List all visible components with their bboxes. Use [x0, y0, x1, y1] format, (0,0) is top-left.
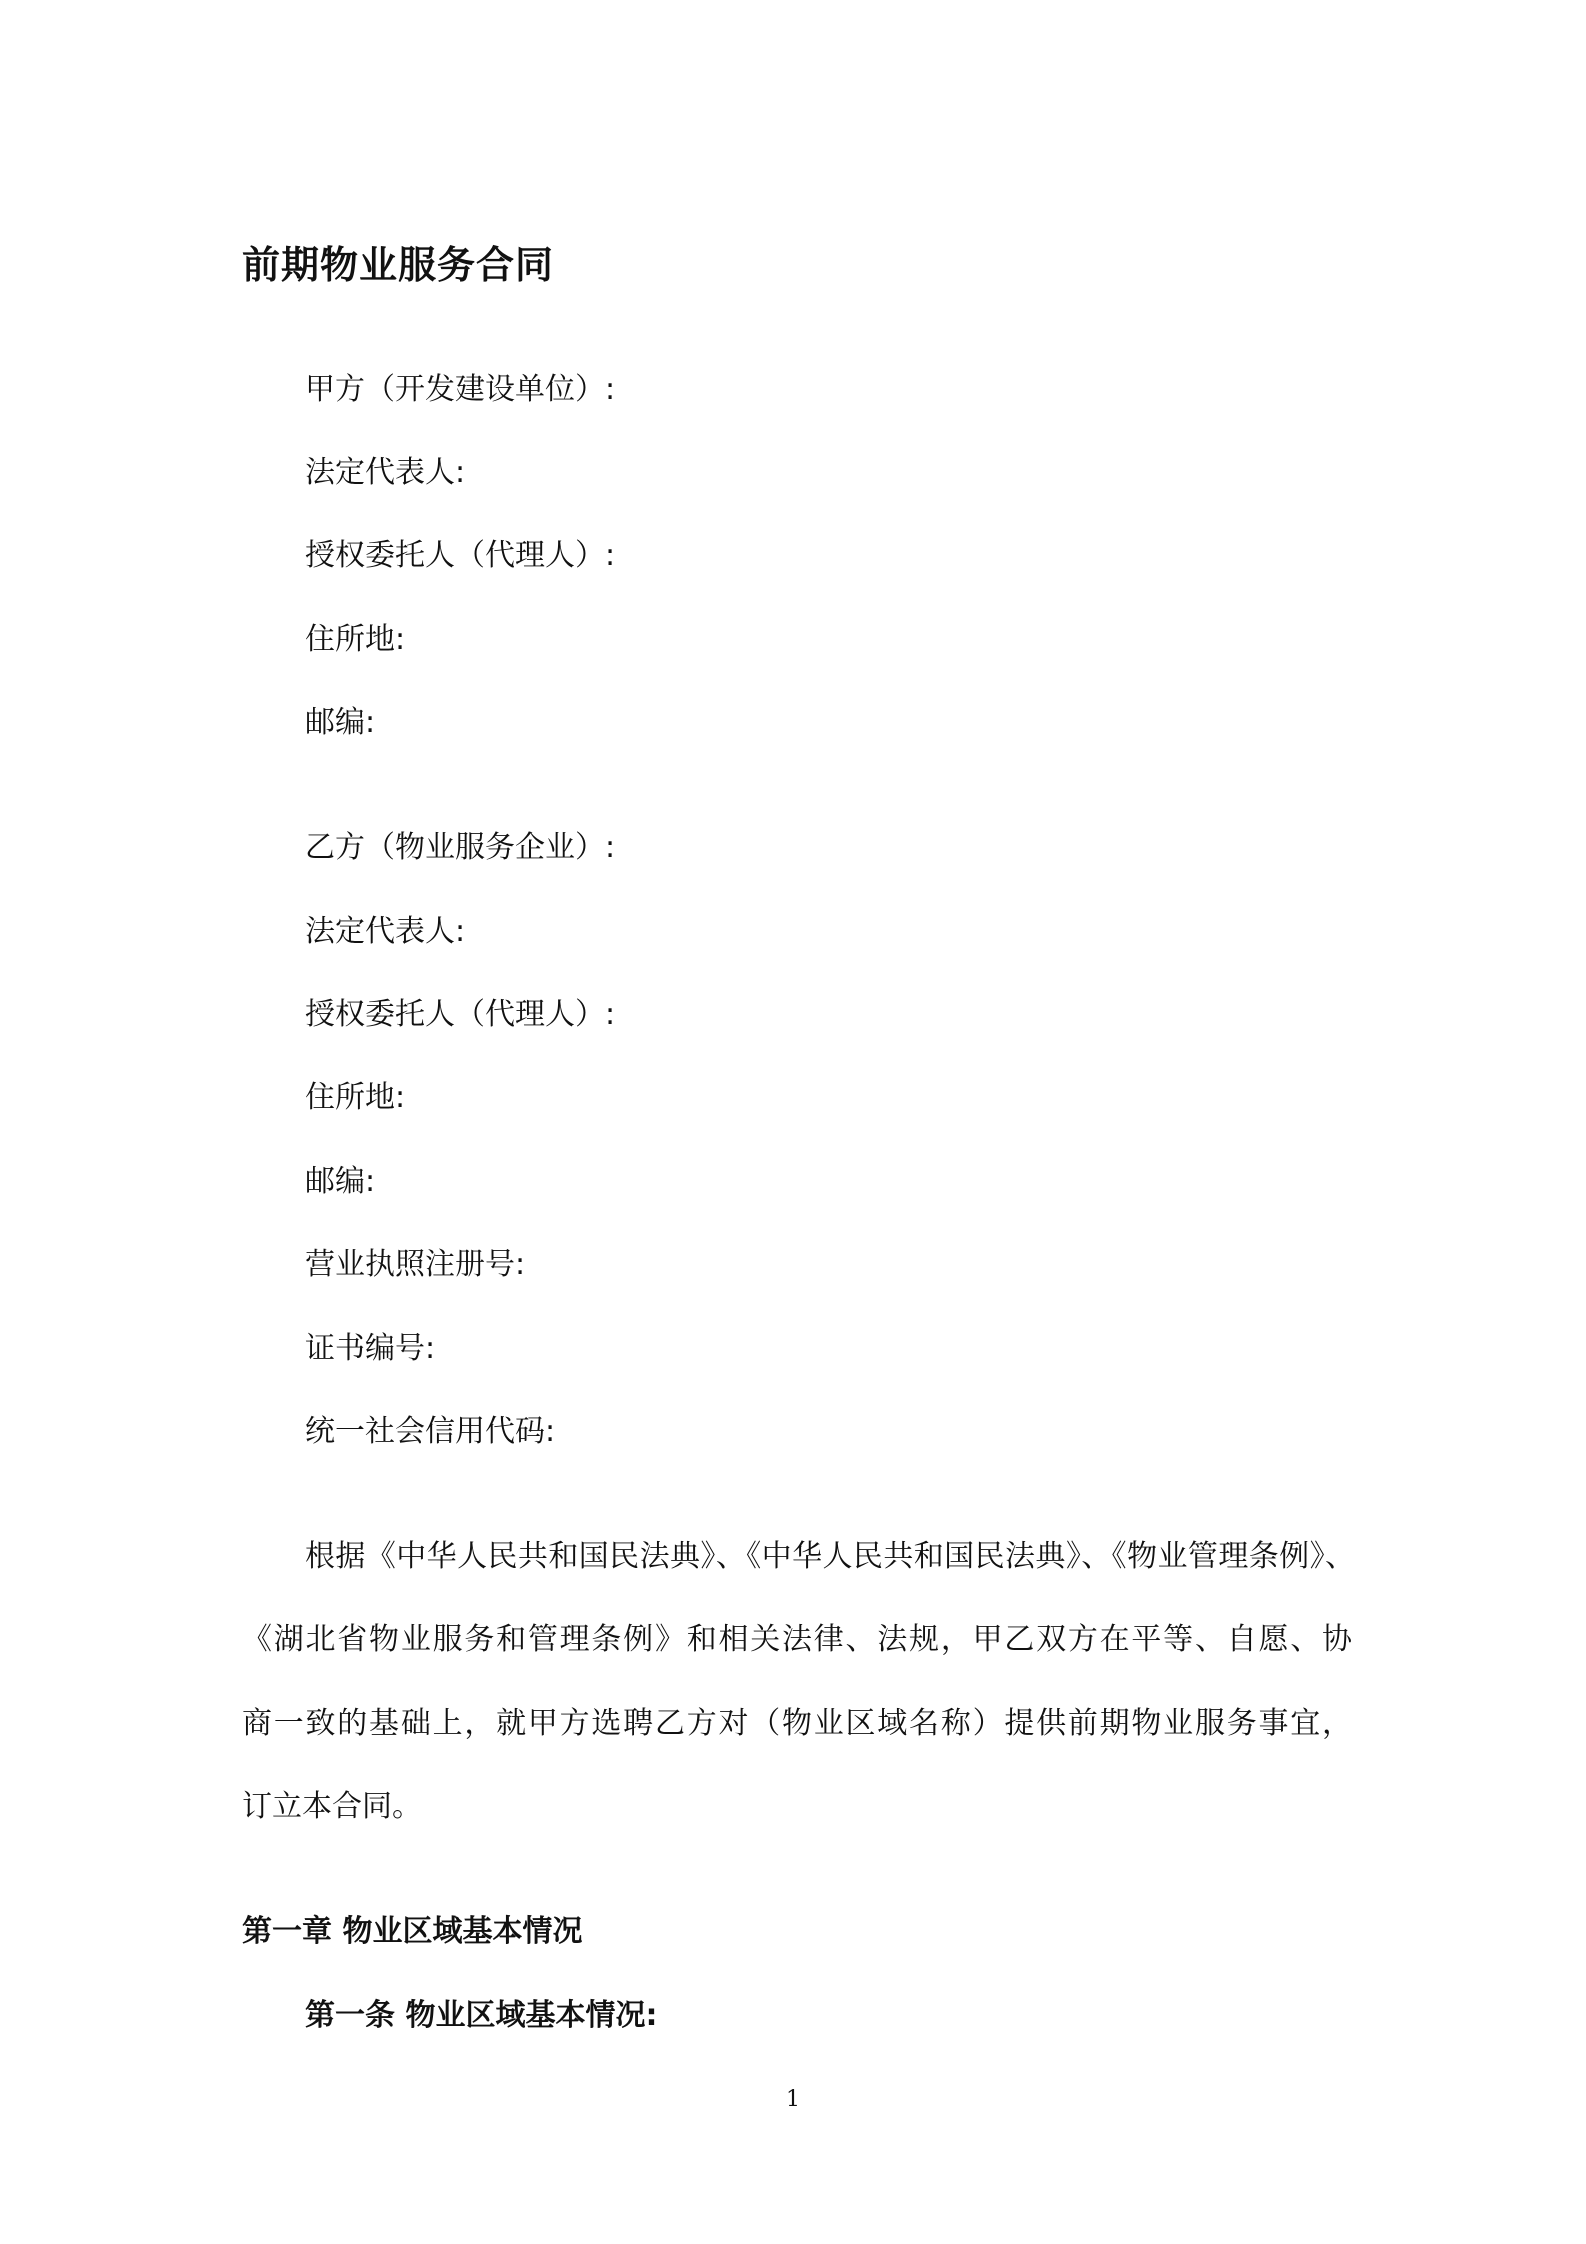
party-b-address-label: 住所地:: [305, 1080, 406, 1115]
preamble-line-2: 《湖北省物业服务和管理条例》和相关法律、法规，甲乙双方在平等、自愿、协: [242, 1622, 1352, 1657]
document-title: 前期物业服务合同: [242, 243, 555, 287]
article-1-heading: 第一条 物业区域基本情况:: [305, 1998, 658, 2033]
party-b-agent-label: 授权委托人（代理人）:: [305, 997, 616, 1032]
party-b-legal-rep-label: 法定代表人:: [305, 914, 466, 949]
party-b-license-label: 营业执照注册号:: [305, 1247, 526, 1282]
page-number: 1: [786, 2087, 800, 2112]
party-b-name-label: 乙方（物业服务企业）:: [305, 830, 616, 865]
preamble-line-1: 根据《中华人民共和国民法典》、《中华人民共和国民法典》、《物业管理条例》、: [305, 1539, 1355, 1574]
party-b-credit-code-label: 统一社会信用代码:: [305, 1414, 556, 1449]
party-a-agent-label: 授权委托人（代理人）:: [305, 538, 616, 573]
party-a-name-label: 甲方（开发建设单位）:: [305, 372, 616, 407]
chapter-1-heading: 第一章 物业区域基本情况: [242, 1914, 583, 1949]
party-a-postcode-label: 邮编:: [305, 705, 376, 740]
party-a-address-label: 住所地:: [305, 622, 406, 657]
preamble-line-3: 商一致的基础上，就甲方选聘乙方对（物业区域名称）提供前期物业服务事宜，: [242, 1706, 1352, 1741]
party-b-postcode-label: 邮编:: [305, 1164, 376, 1199]
party-a-legal-rep-label: 法定代表人:: [305, 455, 466, 490]
party-b-certificate-label: 证书编号:: [305, 1331, 436, 1366]
preamble-line-4: 订立本合同。: [242, 1789, 422, 1824]
